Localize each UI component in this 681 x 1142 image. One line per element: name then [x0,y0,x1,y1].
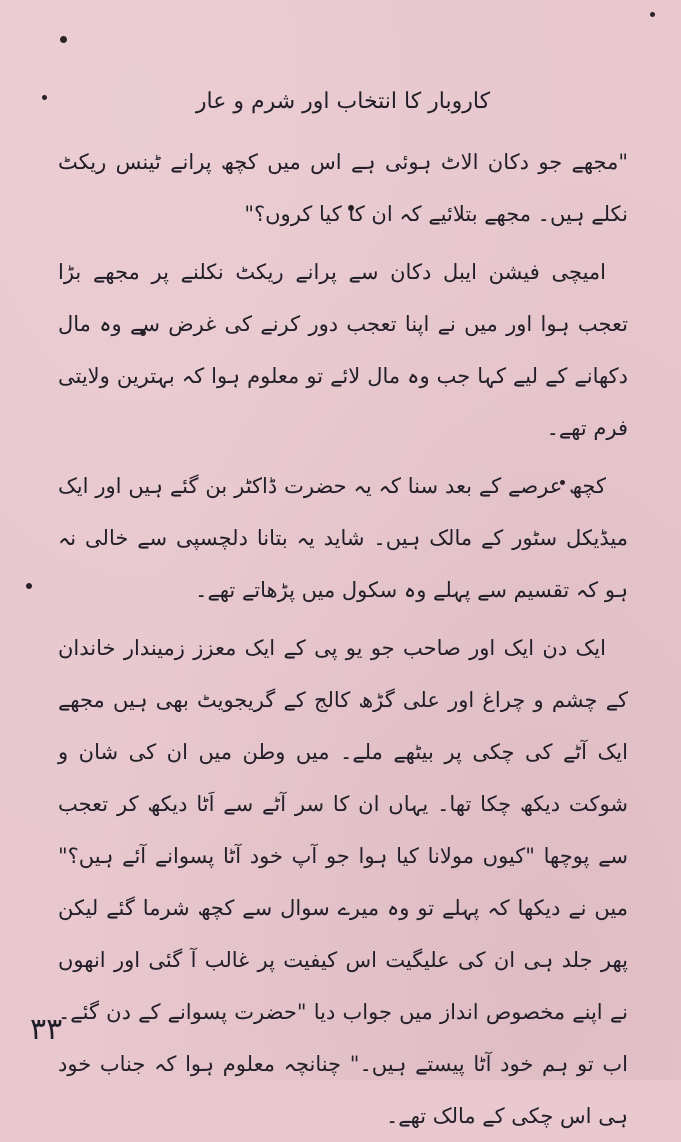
paragraph-3: کچھ عرصے کے بعد سنا کہ یہ حضرت ڈاکٹر بن گئے ہیں اور ایک میڈیکل سٹور کے مالک ہیں۔ شاید یہ بتانا دلچسپی سے خالی نہ ہو کہ تقسیم سے پہلے وہ سکول میں پڑھاتے تھے۔ [58,474,628,602]
paragraph-1: "مجھے جو دکان الاٹ ہوئی ہے اس میں کچھ پرانے ٹینس ریکٹ نکلے ہیں۔ مجھے بتلائیے کہ ان کا کیا کروں؟" [58,150,628,226]
ink-speck [42,95,47,100]
ink-speck [60,36,67,43]
page-number: ۳۳ [30,1012,63,1047]
page-content [58,82,628,1142]
paragraph-4: ایک دن ایک اور صاحب جو یو پی کے ایک معزز زمیندار خاندان کے چشم و چراغ اور علی گڑھ کالج کے گریجویٹ بھی ہیں مجھے ایک آٹے کی چکی پر بیٹھے ملے۔ میں وطن میں ان کی شان و شوکت دیکھ چکا تھا۔ یہاں ان کا سر آٹے سے اَٹا دیکھ کر تعجب سے پوچھا "کیوں مولانا کیا ہوا جو آپ خود آٹا پسوانے آئے ہیں؟" میں نے دیکھا کہ پہلے تو وہ میرے سوال سے کچھ شرما گئے لیکن پھر جلد ہی ان کی علیگیت اس کیفیت پر غالب آ گئی اور انھوں نے اپنے مخصوص انداز میں جواب دیا "حضرت پسوانے کے دن گئے۔ اب تو ہم خود آٹا پیستے ہیں۔" چنانچہ معلوم ہوا کہ جناب خود ہی اس چکی کے مالک تھے۔ [58,636,628,1128]
page-title: کاروبار کا انتخاب اور شرم و عار [195,89,491,114]
paragraph-2: امیچی فیشن ایبل دکان سے پرانے ریکٹ نکلنے پر مجھے بڑا تعجب ہوا اور میں نے اپنا تعجب دور کرنے کی غرض سے وہ مال دکھانے کے لیے کہا جب وہ مال لائے تو معلوم ہوا کہ بہترین ولایتی فرم تھے۔ [58,260,628,440]
ink-speck [650,12,655,17]
ink-speck [26,583,32,589]
